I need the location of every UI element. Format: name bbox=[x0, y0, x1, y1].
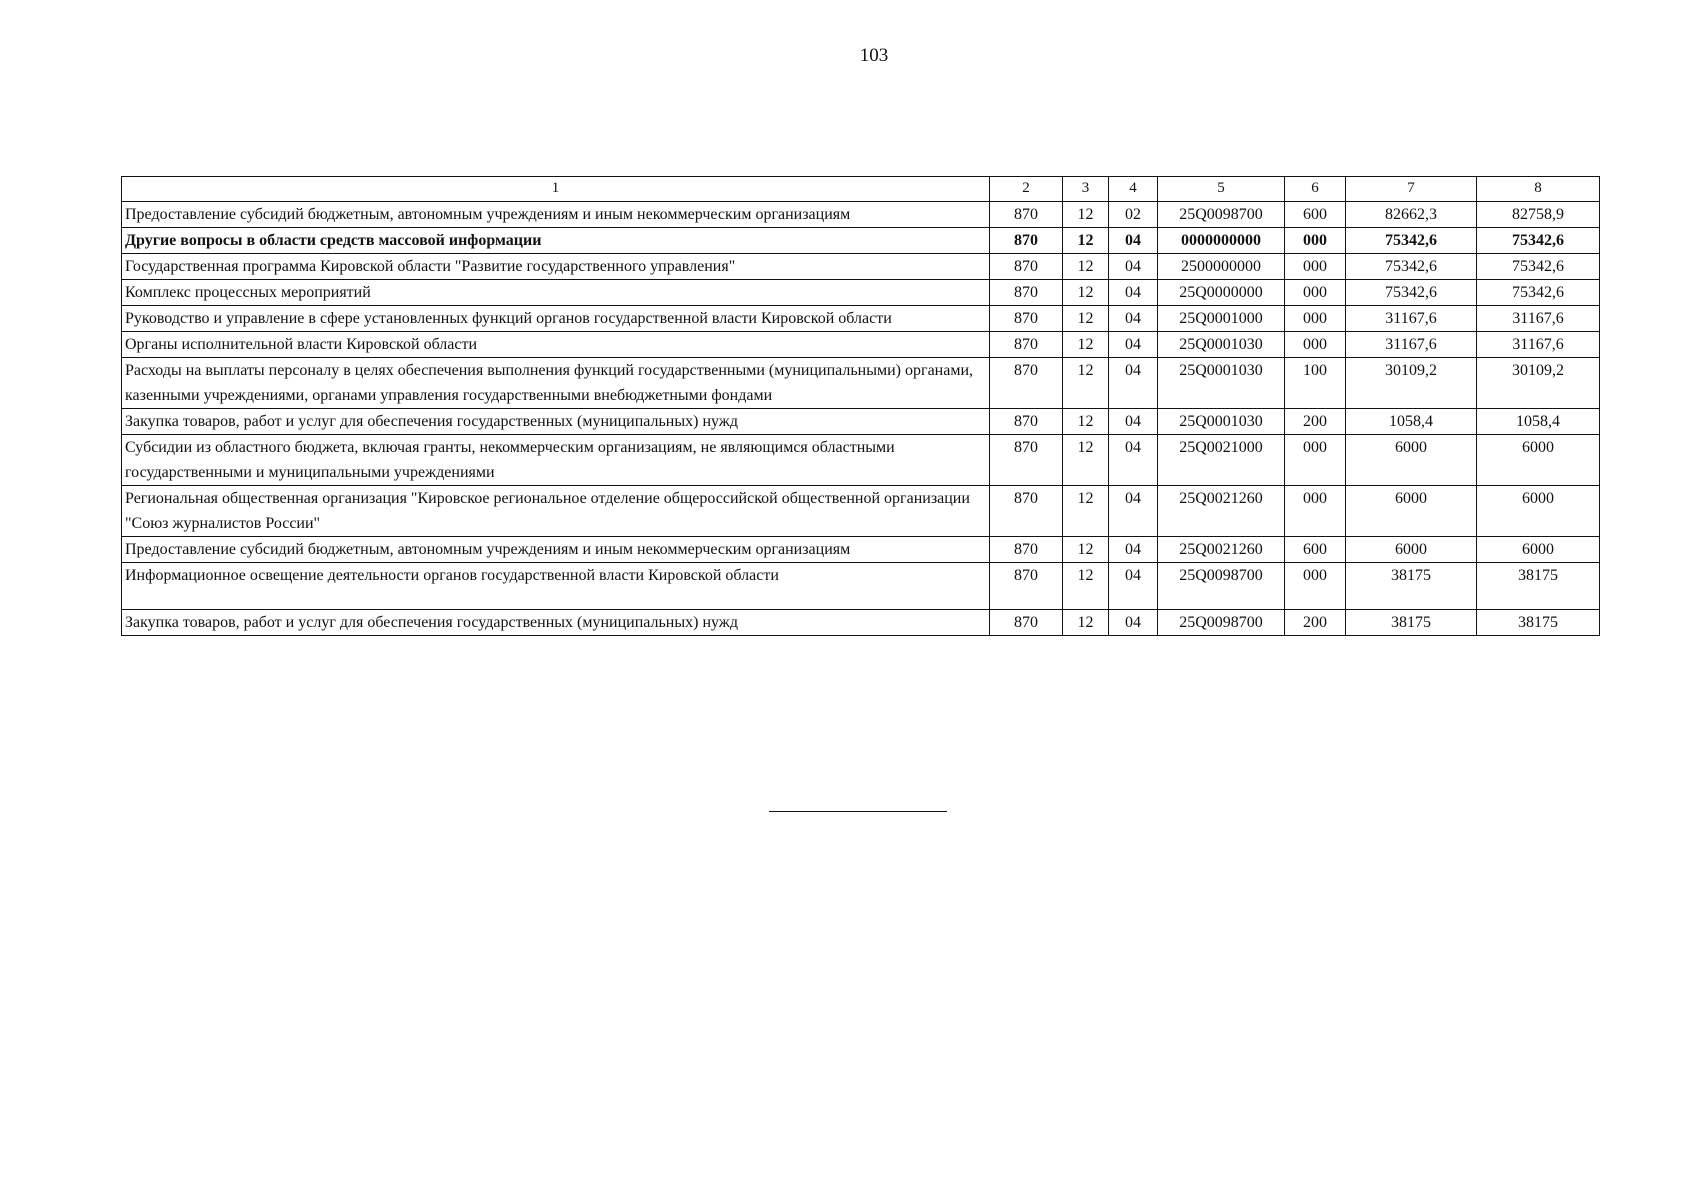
budget-table bbox=[121, 176, 1600, 636]
row-col-4: 04 bbox=[1109, 228, 1158, 254]
row-col-6: 000 bbox=[1285, 563, 1346, 610]
row-col-8: 6000 bbox=[1477, 435, 1600, 486]
table-row bbox=[122, 537, 1600, 563]
row-col-6: 200 bbox=[1285, 610, 1346, 636]
header-cell-8: 8 bbox=[1477, 177, 1600, 202]
row-col-6: 000 bbox=[1285, 332, 1346, 358]
row-col-7: 31167,6 bbox=[1346, 306, 1477, 332]
row-col-6: 600 bbox=[1285, 202, 1346, 228]
row-col-2: 870 bbox=[990, 358, 1063, 409]
header-cell-4: 4 bbox=[1109, 177, 1158, 202]
row-col-5: 25Q0021260 bbox=[1158, 486, 1285, 537]
row-col-6: 200 bbox=[1285, 409, 1346, 435]
table-row bbox=[122, 280, 1600, 306]
page-number: 103 bbox=[859, 45, 889, 66]
row-name: Другие вопросы в области средств массовой информации bbox=[122, 228, 990, 254]
row-col-6: 000 bbox=[1285, 486, 1346, 537]
row-col-7: 82662,3 bbox=[1346, 202, 1477, 228]
row-name: Расходы на выплаты персоналу в целях обеспечения выполнения функций государственными (муниципальными) органами, казенными учреждениями, органами управления государственными внебюджетными фондами bbox=[122, 358, 990, 409]
table-row bbox=[122, 435, 1600, 486]
table-row bbox=[122, 358, 1600, 409]
row-col-2: 870 bbox=[990, 486, 1063, 537]
row-col-5: 25Q0098700 bbox=[1158, 563, 1285, 610]
row-col-3: 12 bbox=[1063, 332, 1109, 358]
row-col-4: 04 bbox=[1109, 306, 1158, 332]
row-name: Предоставление субсидий бюджетным, автономным учреждениям и иным некоммерческим организациям bbox=[122, 537, 990, 563]
row-col-5: 25Q0001030 bbox=[1158, 358, 1285, 409]
row-name: Комплекс процессных мероприятий bbox=[122, 280, 990, 306]
row-col-7: 75342,6 bbox=[1346, 254, 1477, 280]
row-col-2: 870 bbox=[990, 563, 1063, 610]
table-row bbox=[122, 610, 1600, 636]
row-name: Руководство и управление в сфере установленных функций органов государственной власти Кировской области bbox=[122, 306, 990, 332]
row-col-7: 38175 bbox=[1346, 610, 1477, 636]
row-col-4: 04 bbox=[1109, 254, 1158, 280]
row-col-8: 6000 bbox=[1477, 537, 1600, 563]
row-col-3: 12 bbox=[1063, 610, 1109, 636]
row-col-2: 870 bbox=[990, 537, 1063, 563]
row-col-7: 75342,6 bbox=[1346, 280, 1477, 306]
row-col-8: 82758,9 bbox=[1477, 202, 1600, 228]
row-col-7: 1058,4 bbox=[1346, 409, 1477, 435]
row-col-2: 870 bbox=[990, 202, 1063, 228]
row-col-8: 75342,6 bbox=[1477, 280, 1600, 306]
row-col-4: 02 bbox=[1109, 202, 1158, 228]
header-cell-1: 1 bbox=[122, 177, 990, 202]
row-col-7: 30109,2 bbox=[1346, 358, 1477, 409]
row-col-4: 04 bbox=[1109, 486, 1158, 537]
row-col-2: 870 bbox=[990, 435, 1063, 486]
row-col-3: 12 bbox=[1063, 228, 1109, 254]
row-name: Информационное освещение деятельности органов государственной власти Кировской области bbox=[122, 563, 990, 610]
row-col-8: 31167,6 bbox=[1477, 306, 1600, 332]
row-col-5: 25Q0098700 bbox=[1158, 610, 1285, 636]
header-cell-3: 3 bbox=[1063, 177, 1109, 202]
row-col-3: 12 bbox=[1063, 409, 1109, 435]
row-col-8: 31167,6 bbox=[1477, 332, 1600, 358]
row-col-4: 04 bbox=[1109, 332, 1158, 358]
table-header-row bbox=[122, 177, 1600, 202]
row-name: Государственная программа Кировской области "Развитие государственного управления" bbox=[122, 254, 990, 280]
table-row bbox=[122, 306, 1600, 332]
row-col-4: 04 bbox=[1109, 409, 1158, 435]
table-row bbox=[122, 332, 1600, 358]
row-name: Органы исполнительной власти Кировской области bbox=[122, 332, 990, 358]
row-col-3: 12 bbox=[1063, 486, 1109, 537]
row-col-3: 12 bbox=[1063, 537, 1109, 563]
row-col-2: 870 bbox=[990, 228, 1063, 254]
table-row bbox=[122, 563, 1600, 610]
row-col-6: 000 bbox=[1285, 280, 1346, 306]
row-col-2: 870 bbox=[990, 610, 1063, 636]
row-name: Закупка товаров, работ и услуг для обеспечения государственных (муниципальных) нужд bbox=[122, 610, 990, 636]
row-col-3: 12 bbox=[1063, 254, 1109, 280]
row-col-5: 25Q0000000 bbox=[1158, 280, 1285, 306]
row-col-5: 25Q0001030 bbox=[1158, 409, 1285, 435]
header-cell-7: 7 bbox=[1346, 177, 1477, 202]
row-col-3: 12 bbox=[1063, 563, 1109, 610]
row-col-5: 25Q0001000 bbox=[1158, 306, 1285, 332]
row-col-4: 04 bbox=[1109, 610, 1158, 636]
row-name: Закупка товаров, работ и услуг для обеспечения государственных (муниципальных) нужд bbox=[122, 409, 990, 435]
row-name: Региональная общественная организация "Кировское региональное отделение общероссийской общественной организации "Союз журналистов России" bbox=[122, 486, 990, 537]
row-col-8: 38175 bbox=[1477, 610, 1600, 636]
row-col-2: 870 bbox=[990, 332, 1063, 358]
row-col-8: 38175 bbox=[1477, 563, 1600, 610]
row-col-7: 75342,6 bbox=[1346, 228, 1477, 254]
row-col-6: 100 bbox=[1285, 358, 1346, 409]
row-col-8: 30109,2 bbox=[1477, 358, 1600, 409]
header-cell-5: 5 bbox=[1158, 177, 1285, 202]
row-name: Предоставление субсидий бюджетным, автономным учреждениям и иным некоммерческим организациям bbox=[122, 202, 990, 228]
row-col-6: 000 bbox=[1285, 228, 1346, 254]
row-name: Субсидии из областного бюджета, включая гранты, некоммерческим организациям, не являющимся областными государственными и муниципальными учреждениями bbox=[122, 435, 990, 486]
row-col-6: 000 bbox=[1285, 306, 1346, 332]
row-col-6: 000 bbox=[1285, 435, 1346, 486]
row-col-5: 25Q0098700 bbox=[1158, 202, 1285, 228]
row-col-8: 1058,4 bbox=[1477, 409, 1600, 435]
row-col-6: 000 bbox=[1285, 254, 1346, 280]
row-col-4: 04 bbox=[1109, 563, 1158, 610]
table-row bbox=[122, 228, 1600, 254]
row-col-5: 2500000000 bbox=[1158, 254, 1285, 280]
row-col-7: 6000 bbox=[1346, 435, 1477, 486]
row-col-8: 75342,6 bbox=[1477, 228, 1600, 254]
row-col-5: 25Q0021260 bbox=[1158, 537, 1285, 563]
row-col-8: 75342,6 bbox=[1477, 254, 1600, 280]
row-col-2: 870 bbox=[990, 306, 1063, 332]
table-row bbox=[122, 486, 1600, 537]
row-col-2: 870 bbox=[990, 254, 1063, 280]
row-col-5: 0000000000 bbox=[1158, 228, 1285, 254]
row-col-7: 38175 bbox=[1346, 563, 1477, 610]
row-col-7: 31167,6 bbox=[1346, 332, 1477, 358]
row-col-2: 870 bbox=[990, 280, 1063, 306]
header-cell-6: 6 bbox=[1285, 177, 1346, 202]
row-col-6: 600 bbox=[1285, 537, 1346, 563]
row-col-5: 25Q0001030 bbox=[1158, 332, 1285, 358]
row-col-5: 25Q0021000 bbox=[1158, 435, 1285, 486]
row-col-3: 12 bbox=[1063, 435, 1109, 486]
row-col-8: 6000 bbox=[1477, 486, 1600, 537]
row-col-4: 04 bbox=[1109, 537, 1158, 563]
row-col-2: 870 bbox=[990, 409, 1063, 435]
end-divider-line bbox=[769, 811, 947, 812]
row-col-3: 12 bbox=[1063, 358, 1109, 409]
row-col-7: 6000 bbox=[1346, 486, 1477, 537]
row-col-3: 12 bbox=[1063, 306, 1109, 332]
row-col-4: 04 bbox=[1109, 435, 1158, 486]
table-row bbox=[122, 409, 1600, 435]
row-col-4: 04 bbox=[1109, 280, 1158, 306]
row-col-4: 04 bbox=[1109, 358, 1158, 409]
row-col-7: 6000 bbox=[1346, 537, 1477, 563]
row-col-3: 12 bbox=[1063, 202, 1109, 228]
table-row bbox=[122, 254, 1600, 280]
row-col-3: 12 bbox=[1063, 280, 1109, 306]
table-row bbox=[122, 202, 1600, 228]
header-cell-2: 2 bbox=[990, 177, 1063, 202]
